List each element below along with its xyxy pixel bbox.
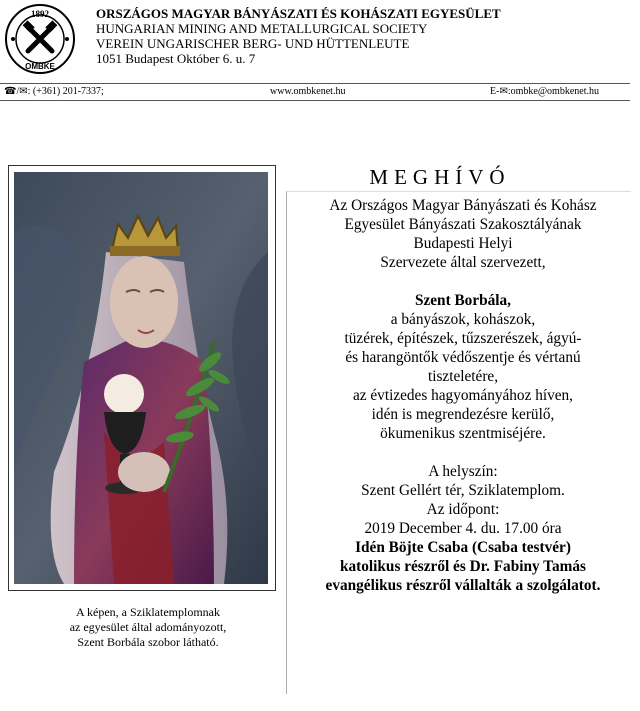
- header-rule-top: [0, 83, 630, 84]
- phone-fax: [4, 86, 104, 97]
- phone-icon: ☎/✉:: [4, 86, 31, 97]
- saint-name: Szent Borbála,: [414, 292, 512, 309]
- logo-year: 1892: [31, 9, 49, 19]
- patron-line: a bányászok, kohászok,: [390, 311, 536, 328]
- invitation-title: MEGHÍVÓ: [369, 165, 511, 189]
- patron-line: tüzérek, építészek, tűzszerészek, ágyú-: [344, 330, 582, 347]
- logo-abbr: OMBKE: [25, 62, 55, 71]
- patron-line: és harangöntők védőszentje és vértanú: [345, 349, 581, 366]
- website-link[interactable]: www.ombkenet.hu: [270, 86, 346, 97]
- caption-line-1: A képen, a Sziklatemplomnak: [76, 605, 220, 619]
- venue: Szent Gellért tér, Sziklatemplom.: [361, 482, 565, 499]
- organization-block: [96, 6, 501, 66]
- org-name-hu: ORSZÁGOS MAGYAR BÁNYÁSZATI ÉS KOHÁSZATI EGYESÜLET: [96, 6, 501, 21]
- patron-line: ökumenikus szentmiséjére.: [380, 425, 546, 442]
- intro-line: Szervezete által szervezett,: [380, 254, 546, 271]
- envelope-icon: ✉:: [499, 86, 511, 97]
- org-name-de: VEREIN UNGARISCHER BERG- UND HÜTTENLEUTE: [96, 36, 410, 51]
- photo-caption: [20, 605, 276, 650]
- phone-text: (+361) 201-7337;: [32, 86, 104, 97]
- email-label: E-: [490, 86, 500, 97]
- email-block[interactable]: [490, 86, 599, 97]
- caption-line-2: az egyesület által adományozott,: [69, 620, 227, 634]
- service-line: Idén Böjte Csaba (Csaba testvér): [355, 539, 571, 556]
- saint-barbara-statue-photo: [14, 172, 268, 584]
- patron-line: idén is megrendezésre kerülő,: [371, 406, 555, 423]
- service-line: evangélikus részről vállalták a szolgálatot.: [325, 577, 601, 594]
- intro-line: Egyesület Bányászati Szakosztályának: [344, 216, 582, 233]
- caption-line-3: Szent Borbála szobor látható.: [77, 635, 219, 649]
- time: 2019 December 4. du. 17.00 óra: [364, 520, 562, 537]
- org-address: 1051 Budapest Október 6. u. 7: [96, 51, 256, 66]
- venue-label: A helyszín:: [428, 463, 498, 480]
- header-rule-bottom: [0, 100, 630, 101]
- email-link[interactable]: ombke@ombkenet.hu: [510, 86, 599, 97]
- org-name-en: HUNGARIAN MINING AND METALLURGICAL SOCIETY: [96, 21, 428, 36]
- time-label: Az időpont:: [426, 501, 500, 518]
- patron-line: tiszteletére,: [427, 368, 499, 385]
- service-line: katolikus részről és Dr. Fabiny Tamás: [340, 558, 586, 575]
- ombke-logo: [4, 3, 76, 75]
- invitation-body: [288, 196, 638, 595]
- patron-line: az évtizedes hagyományához híven,: [352, 387, 573, 404]
- intro-line: Budapesti Helyi: [413, 235, 513, 252]
- intro-line: Az Országos Magyar Bányászati és Kohász: [329, 197, 597, 214]
